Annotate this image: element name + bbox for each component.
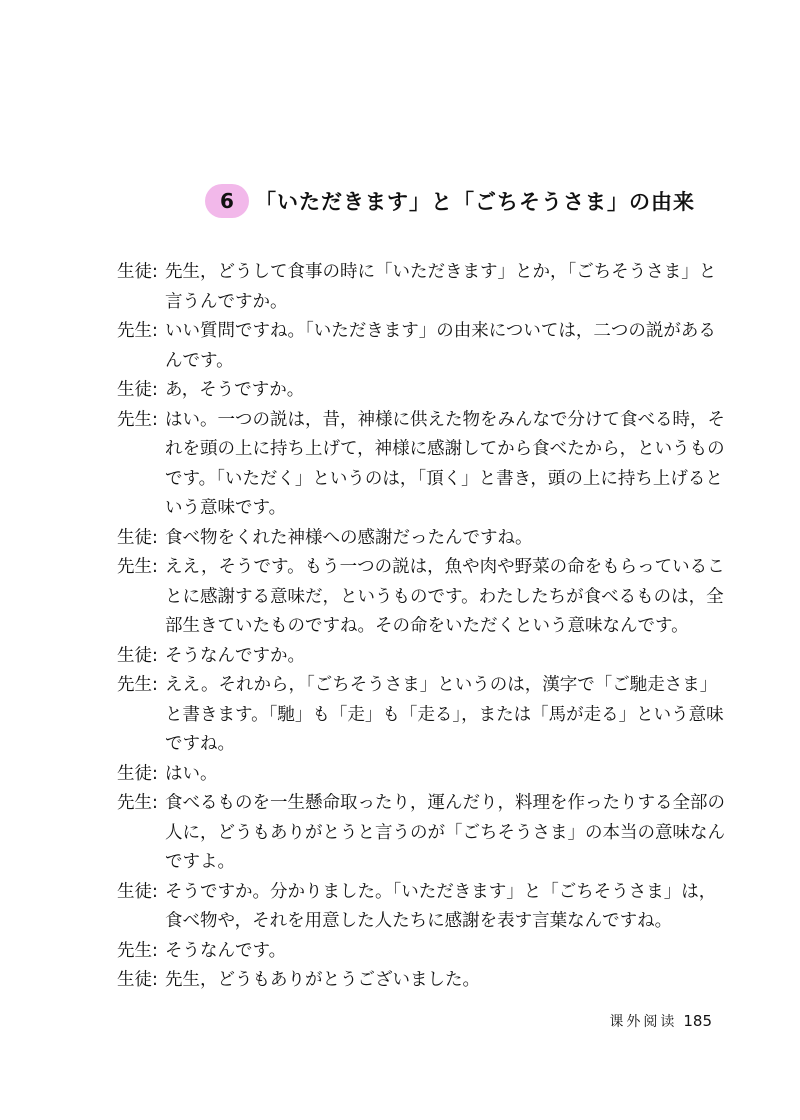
dialogue-text: そうですか。分かりました。「いただきます」と「ごちそうさま」は，食べ物や，それを用意した人たちに感謝を表す言葉なんですね。 — [165, 881, 717, 931]
dialogue-line — [117, 642, 727, 672]
speaker-label: 先生: — [117, 793, 158, 813]
speaker-label: 生徒: — [117, 881, 158, 902]
section-title-text: 「いただきます」と「ごちそうさま」の由来 — [255, 190, 695, 214]
dialogue-text: ええ。それから，「ごちそうさま」というのは，漢字で「ご馳走さま」と書きます。「馳」も「走」も「走る」，または「馬が走る」という意味ですね。 — [165, 675, 724, 754]
dialogue-line — [117, 760, 727, 790]
speaker-label: 先生: — [117, 321, 158, 341]
dialogue — [117, 258, 727, 996]
dialogue-text: 食べ物をくれた神様への感謝だったんですね。 — [165, 527, 533, 548]
dialogue-line — [117, 937, 727, 967]
dialogue-text: はい。 — [165, 763, 218, 784]
dialogue-text: 食べるものを一生懸命取ったり，運んだり，料理を作ったりする全部の人に，どうもありがとうと言うのが「ごちそうさま」の本当の意味なんですよ。 — [165, 793, 725, 872]
speaker-label: 先生: — [117, 409, 158, 430]
dialogue-line — [117, 789, 727, 878]
dialogue-line — [117, 317, 727, 376]
dialogue-text: そうなんですか。 — [165, 645, 305, 666]
speaker-label: 先生: — [117, 675, 158, 695]
speaker-label: 先生: — [117, 940, 158, 961]
dialogue-text: あ，そうですか。 — [165, 380, 305, 400]
footer-label: 课外阅读 — [609, 1014, 678, 1030]
speaker-label: 生徒: — [117, 380, 158, 400]
speaker-label: 先生: — [117, 557, 158, 577]
dialogue-text: ええ，そうです。もう一つの説は，魚や肉や野菜の命をもらっていることに感謝する意味だ，というものです。わたしたちが食べるものは，全部生きていたものですね。その命をいただくという意味なんです。 — [165, 557, 725, 636]
dialogue-line — [117, 966, 727, 996]
page-number: 185 — [683, 1012, 712, 1030]
section-title — [205, 184, 695, 218]
dialogue-text: 先生，どうもありがとうございました。 — [165, 970, 480, 990]
dialogue-text: はい。一つの説は，昔，神様に供えた物をみんなで分けて食べる時，それを頭の上に持ち上げて，神様に感謝してから食べたから，というものです。「いただく」というのは，「頂く」と書き，頭の上に持ち上げるという意味です。 — [165, 409, 725, 518]
dialogue-line — [117, 258, 727, 317]
speaker-label: 生徒: — [117, 763, 158, 784]
page-footer — [609, 1011, 712, 1031]
section-number-badge: 6 — [205, 184, 249, 218]
speaker-label: 生徒: — [117, 527, 158, 548]
dialogue-line — [117, 671, 727, 760]
speaker-label: 生徒: — [117, 262, 158, 282]
dialogue-text: 先生，どうして食事の時に「いただきます」とか，「ごちそうさま」と言うんですか。 — [165, 262, 717, 312]
dialogue-line — [117, 524, 727, 554]
dialogue-text: いい質問ですね。「いただきます」の由来については，二つの説があるんです。 — [165, 321, 716, 371]
dialogue-line — [117, 553, 727, 642]
speaker-label: 生徒: — [117, 970, 158, 990]
speaker-label: 生徒: — [117, 645, 158, 666]
dialogue-line — [117, 376, 727, 406]
dialogue-line — [117, 878, 727, 937]
dialogue-text: そうなんです。 — [165, 940, 287, 961]
dialogue-line — [117, 406, 727, 524]
